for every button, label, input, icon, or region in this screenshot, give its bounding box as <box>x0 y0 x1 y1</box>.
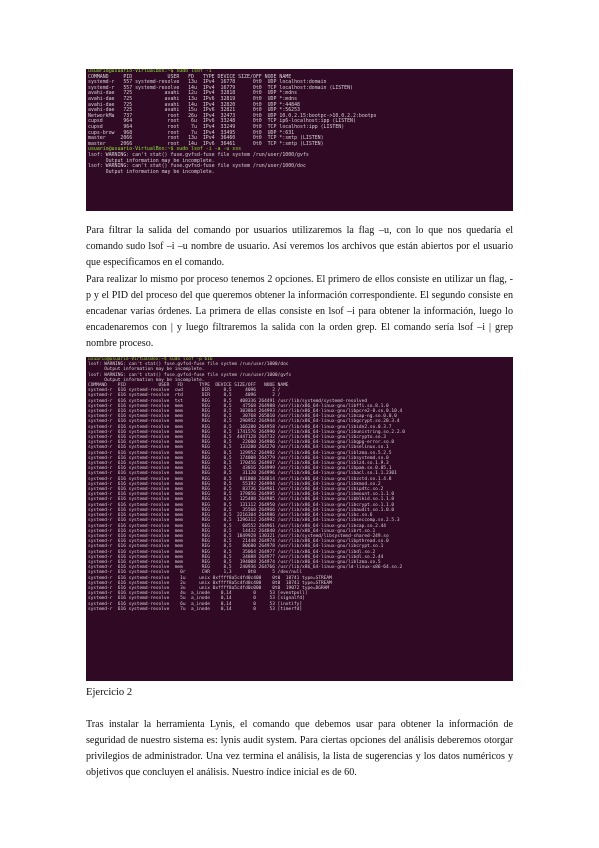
terminal-line: systemd-r 616 systemd-resolve mem REG 8,5 379856 264995 /usr/lib/x86_64-linux-gnu/libmount.so.1.1.0 <box>88 492 395 498</box>
terminal-line: systemd-r 616 systemd-resolve mem REG 8,5 2216304 264986 /usr/lib/x86_64-linux-gnu/libc.so.6 <box>88 513 373 519</box>
terminal-line: systemd-r 616 systemd-resolve mem REG 8,5 31120 264996 /usr/lib/x86_64-linux-gnu/libacl.so.1.1.2301 <box>88 471 397 477</box>
terminal-line: avahi-dae 725 avahi 14u IPv4 32820 0t0 UDP *:44848 <box>88 101 300 108</box>
terminal-line: cupsd 964 root 6u IPv6 33248 0t0 TCP ip6-localhost:ipp (LISTEN) <box>88 118 356 125</box>
terminal-line: systemd-r 616 systemd-resolve 0r CHR 1,3 0t0 5 /dev/null <box>88 570 303 576</box>
terminal-line: COMMAND PID USER FD TYPE DEVICE SIZE/OFF NODE NAME <box>88 383 289 389</box>
terminal-line: systemd-r 616 systemd-resolve 7u a_inode 0,14 0 53 [timerfd] <box>88 606 303 612</box>
terminal-line: systemd-r 616 systemd-resolve 1u unix 0xffff8a5c4fd0c400 0t0 18741 type=STREAM <box>88 575 332 581</box>
terminal-line: systemd-r 616 systemd-resolve mem REG 8,5 35064 264977 /usr/lib/x86_64-linux-gnu/libdl.so.2 <box>88 549 376 555</box>
terminal-line: systemd-r 616 systemd-resolve mem REG 8,5 125488 264985 /usr/lib/x86_64-linux-gnu/libblkid.so.1.1.0 <box>88 497 395 503</box>
terminal-line: systemd-r 616 systemd-resolve mem REG 8,5 131112 264950 /usr/lib/x86_64-linux-gnu/libcrypt.so.1.1.0 <box>88 502 395 508</box>
terminal-line: systemd-r 616 systemd-resolve mem REG 8,5 34888 264977 /usr/lib/x86_64-linux-gnu/libdl.so.2.44 <box>88 554 384 560</box>
terminal-line: systemd-r 557 systemd-resolve 14u IPv4 16779 0t0 TCP localhost:domain (LISTEN) <box>88 84 353 91</box>
terminal-line: systemd-r 616 systemd-resolve mem REG 8,5 35560 264966 /usr/lib/x86_64-linux-gnu/libaudit.so.1.0.0 <box>88 507 395 513</box>
terminal-line: systemd-r 616 systemd-resolve mem REG 8,5 21448 264974 /usr/lib/x86_64-linux-gnu/libpthread.so.0 <box>88 539 389 545</box>
terminal-line: usuario@usuario-VirtualBox:~$ sudo lsof -i -a -u sss <box>88 146 242 153</box>
terminal-line: master 2066 root 14u IPv6 36461 0t0 TCP *:smtp (LISTEN) <box>88 140 324 147</box>
terminal-line: avahi-dae 725 avahi 12u IPv4 32818 0t0 UDP *:mdns <box>88 90 298 97</box>
terminal-line: lsof: WARNING: can't stat() fuse.gvfsd-fuse file system /run/user/1000/gvfs <box>88 372 292 378</box>
terminal-line: systemd-r 616 systemd-resolve mem REG 8,5 1741576 264990 /usr/lib/x86_64-linux-gnu/libunistring.so.2.2.0 <box>88 429 405 435</box>
terminal-line: Output information may be incomplete. <box>88 367 205 373</box>
paragraph-filter-process: Para realizar lo mismo por proceso tenemos 2 opciones. El primero de ellos consiste en utilizar un flag, -p y el PID del proceso del que queremos obtener la información correspondiente. El segundo consiste en encadenar varias órdenes. La primera de ellas consiste en lsof –i para obtener la información, luego lo encadenaremos con | y luego filtraremos la salida con la orden grep. El comando sería lsof –i | grep nombre proceso. <box>86 274 513 349</box>
terminal-line: lsof: WARNING: can't stat() fuse.gvfsd-fuse file system /run/user/1000/doc <box>88 362 289 368</box>
terminal-line: systemd-r 616 systemd-resolve mem REG 8,5 4447128 264732 /usr/lib/x86_64-linux-gnu/libcrypto.so.3 <box>88 435 387 441</box>
terminal-line: systemd-r 616 systemd-resolve 3u unix 0xffff8a5c4fd0c000 0t0 19072 type=DGRAM <box>88 585 330 591</box>
terminal-line: systemd-r 616 systemd-resolve mem REG 8,5 1849928 130321 /usr/lib/systemd/libsystemd-shared-249.so <box>88 533 389 539</box>
terminal-line: systemd-r 616 systemd-resolve mem REG 8,5 1296312 264992 /usr/lib/x86_64-linux-gnu/libseccomp.so.2.5.3 <box>88 518 400 524</box>
terminal-line: systemd-r 616 systemd-resolve mem REG 8,5 129952 264982 /usr/lib/x86_64-linux-gnu/liblzma.so.5.2.5 <box>88 450 392 456</box>
terminal-line: systemd-r 616 systemd-resolve mem REG 8,5 14432 264840 /usr/lib/x86_64-linux-gnu/librt.so.1 <box>88 528 376 534</box>
terminal-line: master 2066 root 13u IPv4 36460 0t0 TCP *:smtp (LISTEN) <box>88 135 324 142</box>
terminal-line: systemd-r 616 systemd-resolve cwd DIR 8,5 4096 2 / <box>88 388 281 394</box>
terminal-line: systemd-r 616 systemd-resolve mem REG 8,5 47568 264988 /usr/lib/x86_64-linux-gnu/libffi.so.8.1.0 <box>88 403 389 409</box>
terminal-line: cupsd 964 root 7u IPv4 33249 0t0 TCP localhost:ipp (LISTEN) <box>88 123 345 130</box>
terminal-line: systemd-r 616 systemd-resolve 6u a_inode 0,14 0 53 [inotify] <box>88 601 303 607</box>
terminal-line: systemd-r 616 systemd-resolve mem REG 8,5 166280 264958 /usr/lib/x86_64-linux-gnu/libidn2.so.0.3.7 <box>88 424 392 430</box>
terminal-line: systemd-r 616 systemd-resolve mem REG 8,5 170456 264987 /usr/lib/x86_64-linux-gnu/liblz4.so.1.9.3 <box>88 461 389 467</box>
terminal-line: Output information may be incomplete. <box>88 377 205 383</box>
terminal-line: avahi-dae 725 avahi 15u IPv6 32821 0t0 UDP *:56253 <box>88 107 300 114</box>
terminal-line: usuario@usuario-VirtualBox:~$ sudo lsof -p 616 <box>88 357 213 362</box>
terminal-line: systemd-r 616 systemd-resolve 4u a_inode 0,14 0 53 [eventpoll] <box>88 591 308 597</box>
terminal-line: systemd-r 616 systemd-resolve mem REG 8,5 290952 264944 /usr/lib/x86_64-linux-gnu/libgcrypt.so.20.3.4 <box>88 419 400 425</box>
terminal-line: systemd-r 616 systemd-resolve mem REG 8,5 174808 264779 /usr/lib/x86_64-linux-gnu/libsystemd.so.0 <box>88 455 389 461</box>
terminal-line: COMMAND PID USER FD TYPE DEVICE SIZE/OFF NODE NAME <box>88 73 292 80</box>
section-heading: Ejercicio 2 <box>86 687 133 698</box>
terminal-line: systemd-r 616 systemd-resolve mem REG 8,5 194008 264974 /usr/lib/x86_64-linux-gnu/liblzma.so.5 <box>88 559 381 565</box>
terminal-line: systemd-r 616 systemd-resolve mem REG 8,5 841808 264814 /usr/lib/x86_64-linux-gnu/libzstd.so.1.4.8 <box>88 476 392 482</box>
terminal-line: avahi-dae 725 avahi 13u IPv6 32819 0t0 UDP *:mdns <box>88 95 298 102</box>
terminal-line: systemd-r 616 systemd-resolve mem REG 8,5 30768 265010 /usr/lib/x86_64-linux-gnu/libcap-ng.so.0.0.0 <box>88 414 397 420</box>
terminal-line: cups-brow 968 root 7u IPv4 33495 0t0 UDP *:631 <box>88 129 295 136</box>
terminal-line: systemd-r 616 systemd-resolve mem REG 8,5 22600 264986 /usr/lib/x86_64-linux-gnu/libgpg-error.so.0 <box>88 440 395 446</box>
terminal-line: systemd-r 616 systemd-resolve mem REG 8,5 68552 264961 /usr/lib/x86_64-linux-gnu/libcap.so.2.44 <box>88 523 387 529</box>
terminal-line: lsof: WARNING: can't stat() fuse.gvfsd-fuse file system /run/user/1000/gvfs <box>88 151 309 158</box>
terminal-line: systemd-r 616 systemd-resolve rtd DIR 8,5 4096 2 / <box>88 393 281 399</box>
terminal-line: lsof: WARNING: can't stat() fuse.gvfsd-fuse file system /run/user/1000/doc <box>88 163 306 170</box>
terminal-line: systemd-r 616 systemd-resolve 2u unix 0xffff8a5c4fd0c400 0t0 18741 type=STREAM <box>88 580 332 586</box>
terminal-line: systemd-r 616 systemd-resolve mem REG 8,5 133200 264270 /usr/lib/x86_64-linux-gnu/libselinux.so.1 <box>88 445 389 451</box>
terminal-line: systemd-r 616 systemd-resolve 5u a_inode 0,14 0 53 [signalfd] <box>88 596 305 602</box>
terminal-line: systemd-r 616 systemd-resolve txt REG 8,5 408336 264491 /usr/lib/systemd/systemd-resolved <box>88 398 368 404</box>
terminal-line: systemd-r 616 systemd-resolve mem REG 8,5 80680 264978 /usr/lib/x86_64-linux-gnu/libcrypt.so.1 <box>88 544 384 550</box>
terminal-line: Output information may be incomplete. <box>88 157 215 164</box>
paragraph-lynis: Tras instalar la herramienta Lynis, el comando que debemos usar para obtener la información de seguridad de nuestro sistema es: lynis audit system. Para ciertas opciones del análisis deberemos otorgar privilegios de administrador. Una vez termina el análisis, la lista de sugerencias y los datos numéricos y objetivos que concluyen el análisis. Nuestro índice inicial es de 60. <box>86 719 513 778</box>
terminal-screenshot-lsof-user <box>86 69 513 211</box>
terminal-line: systemd-r 616 systemd-resolve mem REG 8,5 43016 264999 /usr/lib/x86_64-linux-gnu/libpam.so.0.85.1 <box>88 466 392 472</box>
terminal-line: systemd-r 616 systemd-resolve mem REG 8,5 55192 264994 /usr/lib/x86_64-linux-gnu/libkmod.so.2 <box>88 481 381 487</box>
terminal-line: systemd-r 616 systemd-resolve mem REG 8,5 240936 264766 /usr/lib/x86_64-linux-gnu/ld-linux-x86-64.so.2 <box>88 565 403 571</box>
terminal-line: NetworkMa 737 root 26u IPv4 32473 0t0 UDP 10.0.2.15:bootpc->10.0.2.2:bootps <box>88 112 377 119</box>
terminal-line: systemd-r 616 systemd-resolve mem REG 8,5 83736 264961 /usr/lib/x86_64-linux-gnu/libip4tc.so.2 <box>88 487 384 493</box>
terminal-line: Output information may be incomplete. <box>88 168 215 175</box>
terminal-screenshot-lsof-pid <box>86 357 513 681</box>
paragraph-filter-user: Para filtrar la salida del comando por usuarios utilizaremos la flag –u, con lo que nos quedaría el comando sudo lsof –i –u nombre de usuario. Así veremos los archivos que están abiertos por el usuario que especificamos en el comando. <box>86 225 513 268</box>
terminal-line: usuario@usuario-VirtualBox:~$ sudo lsof -i <box>88 69 212 74</box>
terminal-line: systemd-r 557 systemd-resolve 13u IPv4 16778 0t0 UDP localhost:domain <box>88 79 327 86</box>
terminal-line: systemd-r 616 systemd-resolve mem REG 8,5 303864 264993 /usr/lib/x86_64-linux-gnu/libpcre2-8.so.0.10.4 <box>88 409 403 415</box>
